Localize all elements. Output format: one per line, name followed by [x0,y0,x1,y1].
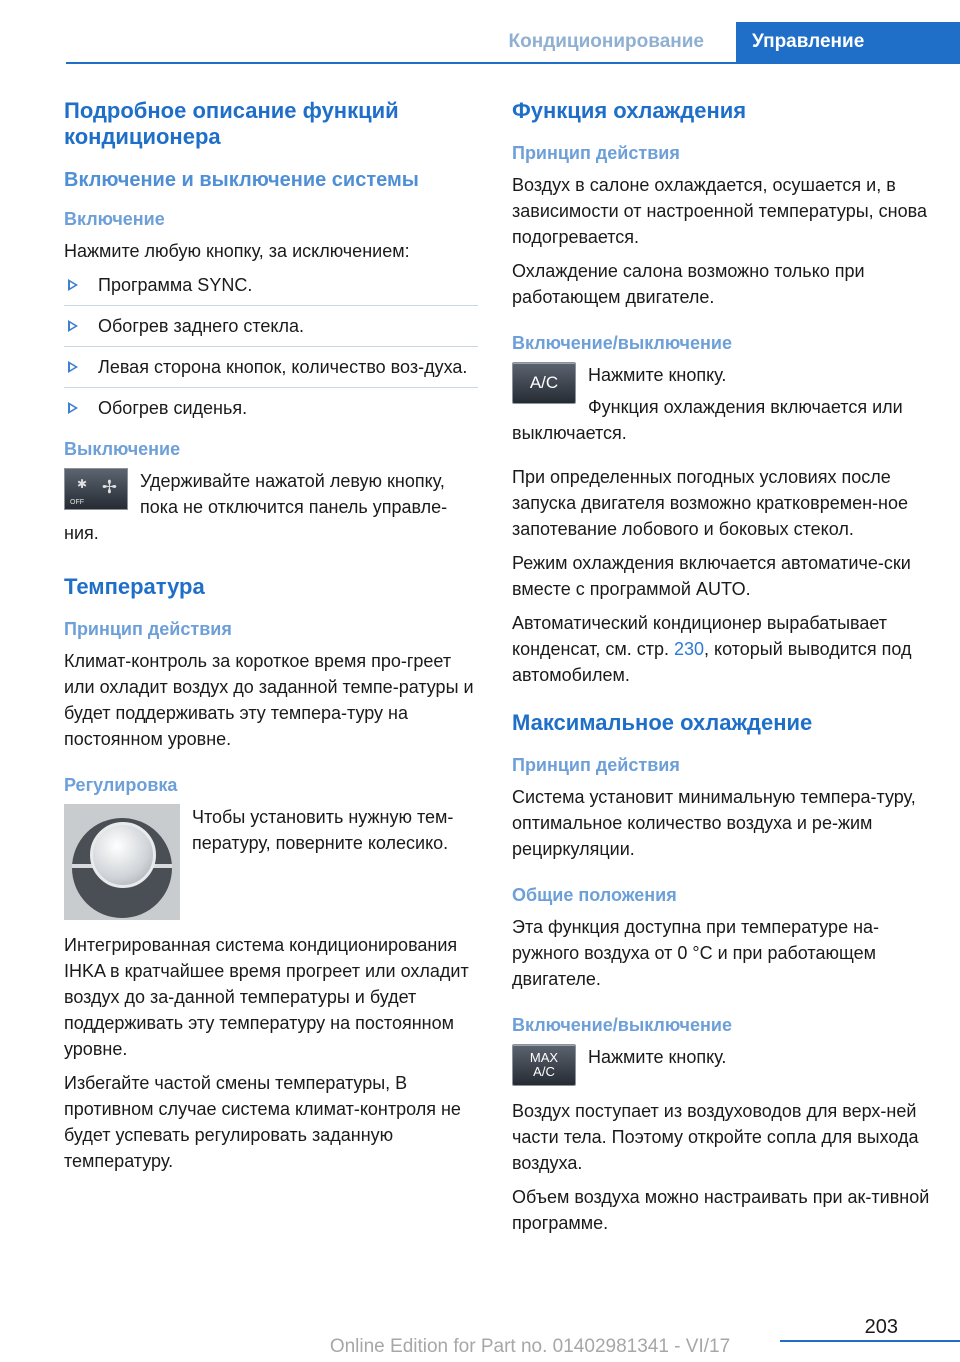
temperature-knob-image [64,804,180,920]
list-item: Левая сторона кнопок, количество воз-духа. [64,354,478,388]
text-switch-on: Нажмите любую кнопку, за исключением: [64,241,410,261]
text-press-button: Нажмите кнопку. [588,365,727,385]
header-section-title: Кондиционирование [508,31,704,52]
heading-switch-on: Включение [64,209,165,229]
text-auto-mode: Режим охлаждения включается автоматиче-ски вместе с программой AUTO. [512,553,911,599]
text-fogging: При определенных погодных условиях после запуска двигателя возможно кратковремен-ное запотевание лобового и боковых стекол. [512,467,908,539]
list-item: Обогрев заднего стекла. [64,313,478,347]
header-rule [66,62,960,64]
text-engine-required: Охлаждение салона возможно только при работающем двигателе. [512,261,865,307]
switch-off-block [64,468,478,552]
page-header [66,22,960,62]
footer-edition: Online Edition for Part no. 01402981341 - VI/17 [329,1336,731,1357]
list-item: Программа SYNC. [64,272,478,306]
text-cooling-principle: Воздух в салоне охлаждается, осушается и, в зависимости от настроенной температуры, снова подогревается. [512,175,927,247]
text-press-button: Нажмите кнопку. [588,1047,727,1067]
page-reference-link[interactable]: 230 [674,639,705,659]
heading-switch-off: Выключение [64,439,181,459]
heading-principle: Принцип действия [64,619,232,639]
bullet-triangle-icon [68,320,78,332]
page-number: 203 [864,1316,898,1338]
text-principle: Климат-контроль за короткое время про-греет или охладит воздух до заданной темпе-ратуры и будет поддерживать эту темпера-туру на постоянном уровне. [64,651,474,749]
text-adjustment: Чтобы установить нужную тем-пературу, поверните колесико. [192,807,454,853]
ac-button-block [512,362,930,452]
ac-button-image: A/C [512,362,576,404]
off-fan-button-image [64,468,128,510]
off-label: OFF [70,499,84,506]
fan-small-icon: ✱ [77,477,88,491]
left-column [64,98,478,1182]
text-switch-off: Удерживайте нажатой левую кнопку, пока не отключится панель управле-ния. [64,471,448,543]
text-avoid-changes: Избегайте частой смены температуры, В противном случае система климат-контроля не будет успевать регулировать заданную температуру. [64,1073,461,1171]
heading-max-cooling: Максимальное охлаждение [512,710,813,735]
max-ac-button-image: MAX A/C [512,1044,576,1086]
heading-detailed-description: Подробное описание функций кондиционера [64,98,399,149]
header-chapter-tab: Управление [736,22,960,62]
max-ac-button-block [512,1044,930,1090]
text-air-flow: Воздух поступает из воздуховодов для верх-ней части тела. Поэтому откройте сопла для выхода воздуха. [512,1101,919,1173]
heading-general: Общие положения [512,885,677,905]
heading-adjustment: Регулировка [64,775,178,795]
heading-cooling-function: Функция охлаждения [512,98,747,123]
text-cooling-toggle: Функция охлаждения включается или выключается. [512,397,903,443]
heading-cooling-onoff: Включение/выключение [512,333,732,353]
heading-max-onoff: Включение/выключение [512,1015,732,1035]
text-air-volume: Объем воздуха можно настраивать при ак-тивной программе. [512,1187,930,1233]
text-general: Эта функция доступна при температуре на-ружного воздуха от 0 °C и при работающем двигателе. [512,917,880,989]
list-item: Обогрев сиденья. [64,395,478,428]
text-condensate: Автоматический кондиционер вырабатывает конденсат, см. стр. 230, который выводится под автомобилем. [512,613,912,685]
text-ihka: Интегрированная система кондиционирования IHKA в кратчайшее время прогреет или охладит воздух до за-данной температуры и будет поддерживать эту температуру на постоянном уровне. [64,935,469,1059]
right-column [512,98,930,1244]
bullet-triangle-icon [68,402,78,414]
heading-principle: Принцип действия [512,143,680,163]
heading-temperature: Температура [64,574,205,599]
heading-system-onoff: Включение и выключение системы [64,169,419,191]
exception-list [64,272,478,428]
bullet-triangle-icon [68,361,78,373]
heading-principle: Принцип действия [512,755,680,775]
bullet-triangle-icon [68,279,78,291]
adjustment-block [64,804,478,924]
text-max-principle: Система установит минимальную темпера-туру, оптимальное количество воздуха и ре-жим рециркуляции. [512,787,916,859]
fan-large-icon: ✢ [101,477,117,497]
knob-dial-icon [90,822,156,888]
